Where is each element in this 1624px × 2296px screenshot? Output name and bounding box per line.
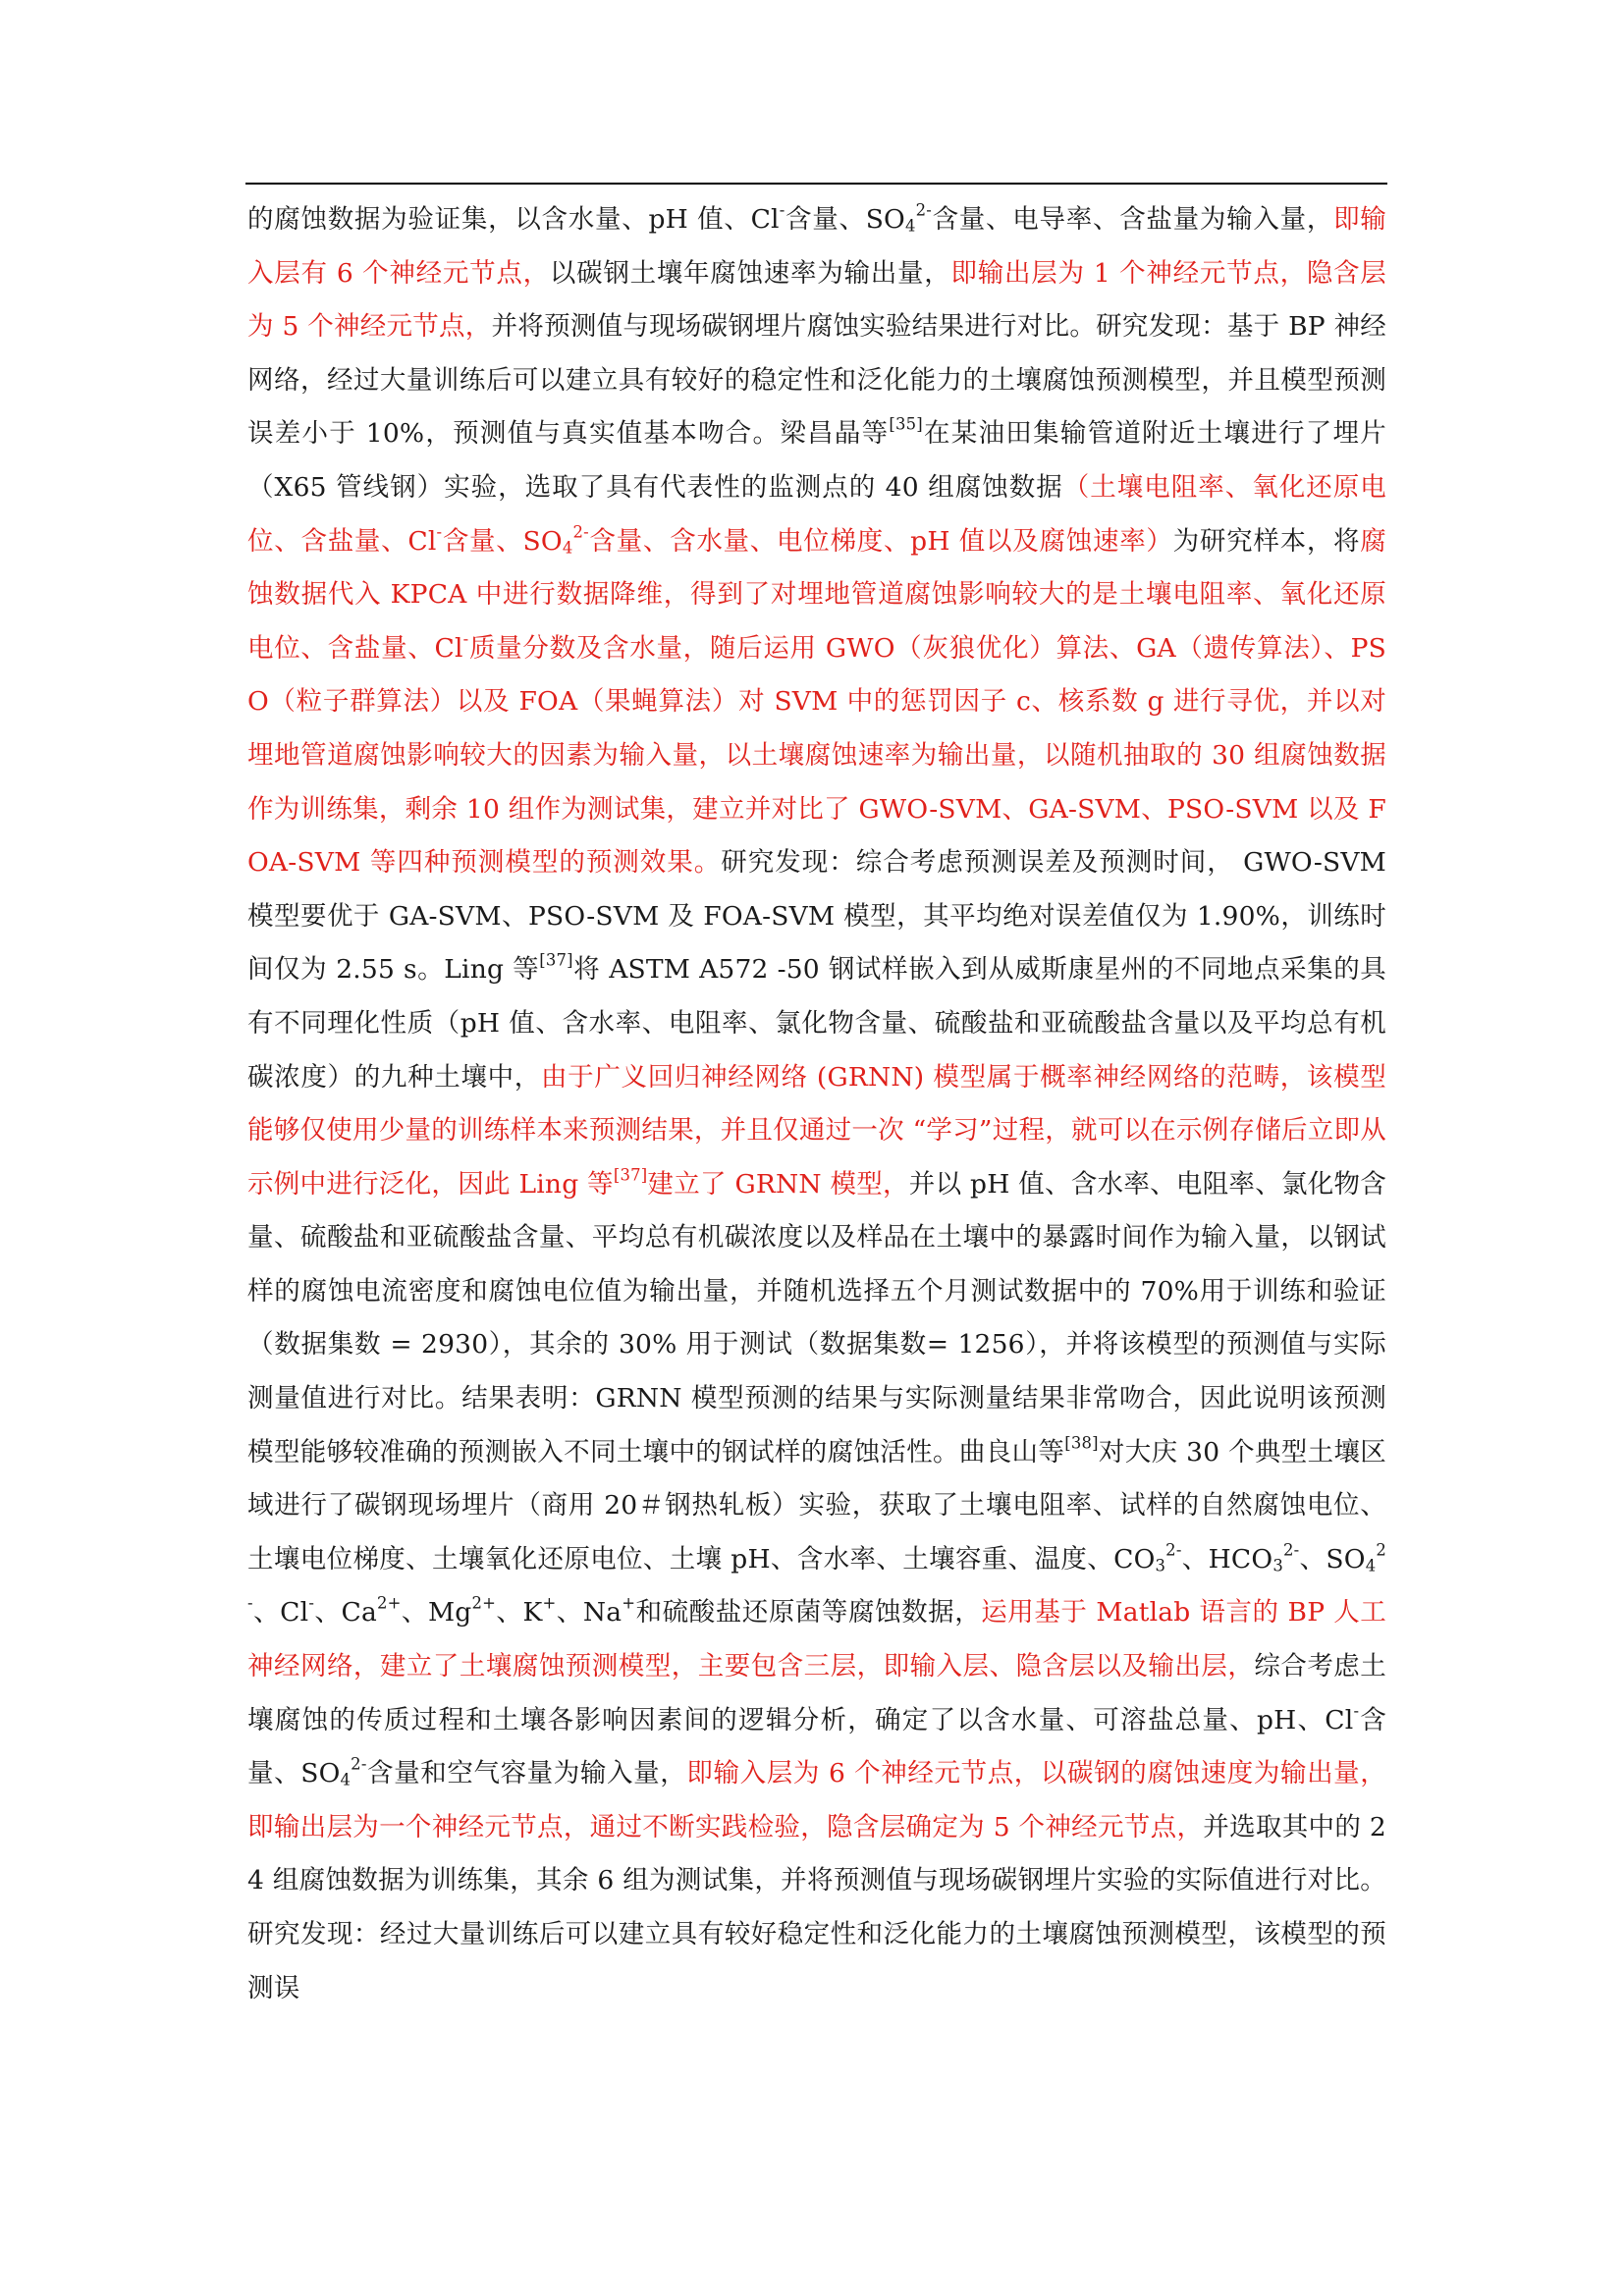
text-run: 含量、电导率、含盐量为输入量， [932, 204, 1334, 235]
text-run: 并选取其中的 24 组腐蚀数据为训练集，其余 6 组为测试集，并将预测值与现场碳钢埋片实验的实际值进行对比。研究发现：经过大量训练后可以建立具有较好稳定性和泛化能力的土壤腐蚀预测模型，该模型的预测误 [247, 1811, 1386, 2003]
superscript: - [779, 200, 785, 220]
text-run: 对大庆 30 个典型土壤区域进行了碳钢现场埋片（商用 20＃钢热轧板）实验，获取了土壤电阻率、试样的自然腐蚀电位、土壤电位梯度、土壤氧化还原电位、土壤 pH、含水率、土壤容重、温度、CO [247, 1436, 1387, 1575]
highlighted-text: 即输入层为 6 个神经元节点，以碳钢的腐蚀速度为输出量，即输出层为一个神经元节点，通过不断实践检验，隐含层确定为 5 个神经元节点， [247, 1758, 1386, 1842]
superscript: [38] [1064, 1433, 1099, 1453]
text-run: 、Cl [252, 1597, 309, 1629]
text-run: 含量、SO [785, 204, 905, 235]
text-run: 含量和空气容量为输入量， [366, 1758, 687, 1789]
text-run: 和硫酸盐还原菌等腐蚀数据， [635, 1597, 982, 1629]
text-run: 并将预测值与现场碳钢埋片腐蚀实验结果进行对比。研究发现：基于 BP 神经网络，经过大量训练后可以建立具有较好的稳定性和泛化能力的土壤腐蚀预测模型，并且模型预测误差小于 10%，预测值与真实值基本吻合。梁昌晶等 [247, 311, 1386, 450]
body-paragraph [247, 193, 1386, 2015]
text-run: 、Mg [401, 1597, 472, 1629]
highlighted-text: 运用基于 Matlab 语言的 BP 人工神经网络，建立了土壤腐蚀预测模型，主要包含三层，即输入层、隐含层以及输出层， [247, 1597, 1386, 1682]
highlighted-text: 腐蚀数据代入 KPCA 中进行数据降维，得到了对埋地管道腐蚀影响较大的是土壤电阻率、氧化还原电位、含盐量、Cl [247, 525, 1386, 664]
subscript: 4 [904, 216, 916, 236]
text-run: 的腐蚀数据为验证集，以含水量、pH 值、Cl [247, 204, 780, 235]
highlighted-text: 即输入层有 6 个神经元节点， [247, 204, 1386, 289]
superscript: + [542, 1594, 557, 1614]
text-run: 为研究样本，将 [1172, 525, 1361, 557]
superscript: 2- [572, 522, 589, 542]
text-run: 、K [496, 1597, 543, 1629]
superscript: [37] [539, 951, 573, 970]
text-run: 、Ca [314, 1597, 377, 1629]
superscript: [35] [889, 415, 923, 435]
header-rule [245, 183, 1387, 185]
text-run: 综合考虑土壤腐蚀的传质过程和土壤各影响因素间的逻辑分析，确定了以含水量、可溶盐总量、pH、Cl [247, 1651, 1386, 1735]
superscript: [37] [613, 1165, 648, 1185]
highlighted-text: 由于广义回归神经网络 (GRNN) 模型属于概率神经网络的范畴，该模型能够仅使用少量的训练样本来预测结果，并且仅通过一次 “学习”过程，就可以在示例存储后立即从示例中进行泛化，因此 Ling 等 [247, 1061, 1386, 1200]
highlighted-text: （土壤电阻率、氧化还原电位、含盐量、Cl [247, 471, 1386, 557]
text-run: 将 ASTM A572 -50 钢试样嵌入到从威斯康星州的不同地点采集的具有不同理化性质（pH 值、含水率、电阻率、氯化物含量、硫酸盐和亚硫酸盐含量以及平均总有机碳浓度）的九种土壤中， [247, 954, 1386, 1093]
highlighted-text: 含量、SO [442, 525, 563, 557]
text-run: 在某油田集输管道附近土壤进行了埋片（X65 管线钢）实验，选取了具有代表性的监测点的 40 组腐蚀数据 [247, 418, 1386, 503]
highlighted-text: 即输出层为 1 个神经元节点，隐含层为 5 个神经元节点， [247, 257, 1387, 343]
superscript: 2+ [376, 1594, 402, 1614]
superscript: - [462, 629, 469, 649]
text-run: 并以 pH 值、含水率、电阻率、氯化物含量、硫酸盐和亚硫酸盐含量、平均总有机碳浓度以及样品在土壤中的暴露时间作为输入量，以钢试样的腐蚀电流密度和腐蚀电位值为输出量，并随机选择五个月测试数据中的 70%用于训练和验证（数据集数 = 2930），其余的 30% 用于测试（数据集数= 1256），并将该模型的预测值与实际测量值进行对比。结果表明：GRNN 模型预测的结果与实际测量结果非常吻合，因此说明该预测模型能够较准确的预测嵌入不同土壤中的钢试样的腐蚀活性。曲良山等 [247, 1168, 1387, 1468]
superscript: 2+ [471, 1594, 497, 1614]
subscript: 4 [562, 537, 573, 557]
highlighted-text: 质量分数及含水量，随后运用 GWO（灰狼优化）算法、GA（遗传算法）、PSO（粒子群算法）以及 FOA（果蝇算法）对 SVM 中的惩罚因子 c、核系数 g 进行寻优，并以对埋地管道腐蚀影响较大的因素为输入量，以土壤腐蚀速率为输出量，以随机抽取的 30 组腐蚀数据作为训练集，剩余 10 组作为测试集，建立并对比了 GWO-SVM、GA-SVM、PSO-SVM 以及 FOA-SVM 等四种预测模型的预测效果。 [247, 632, 1386, 879]
superscript: - [436, 522, 443, 542]
highlighted-text: 含量、含水量、电位梯度、pH 值以及腐蚀速率） [588, 525, 1173, 557]
highlighted-text: 建立了 GRNN 模型， [647, 1168, 909, 1200]
text-run: 、Na [556, 1597, 623, 1629]
subscript: 4 [340, 1770, 352, 1789]
superscript: - [1353, 1701, 1360, 1721]
superscript: + [622, 1594, 636, 1614]
superscript: - [308, 1594, 315, 1614]
subscript: 3 [1272, 1556, 1283, 1575]
superscript: 2- [351, 1754, 367, 1774]
text-run: 含量、SO [247, 1704, 1387, 1789]
superscript: 2- [247, 1540, 1386, 1614]
superscript: 2- [915, 200, 933, 220]
superscript: 2- [1165, 1540, 1182, 1560]
subscript: 4 [1365, 1556, 1377, 1575]
text-run: 、HCO [1181, 1543, 1273, 1575]
text-run: 以碳钢土壤年腐蚀速率为输出量， [549, 257, 951, 289]
text-run: 研究发现：综合考虑预测误差及预测时间， GWO-SVM 模型要优于 GA-SVM、PSO-SVM 及 FOA-SVM 模型，其平均绝对误差值仅为 1.90%，训练时间仅为 2.55 s。Ling 等 [247, 847, 1386, 986]
superscript: 2- [1282, 1540, 1300, 1560]
subscript: 3 [1155, 1556, 1166, 1575]
text-run: 、SO [1299, 1543, 1366, 1575]
